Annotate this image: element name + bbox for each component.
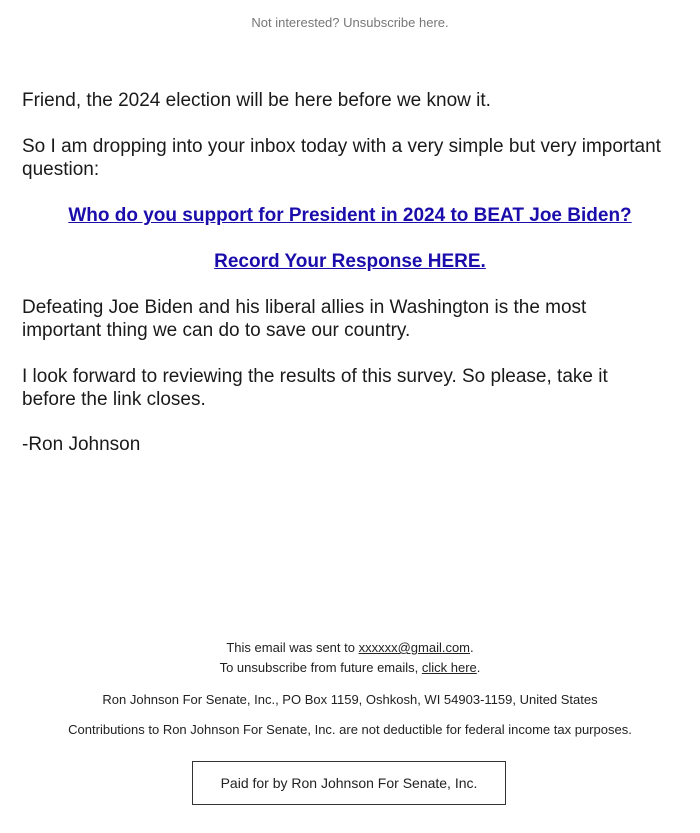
unsubscribe-suffix: . (476, 660, 481, 675)
paid-for-disclaimer-box: Paid for by Ron Johnson For Senate, Inc. (192, 761, 506, 805)
signature: -Ron Johnson (22, 434, 141, 455)
sent-to-prefix: This email was sent to (226, 640, 359, 655)
tax-disclaimer: Contributions to Ron Johnson For Senate, Inc. are not deductible for federal income tax purposes. (68, 722, 632, 737)
defeat-paragraph: Defeating Joe Biden and his liberal allies in Washington is the most important thing we can do to save our country. (22, 297, 587, 341)
greeting-paragraph: Friend, the 2024 election will be here before we know it. (22, 90, 491, 111)
record-response-link[interactable]: Record Your Response HERE. (214, 251, 486, 272)
intro-paragraph: So I am dropping into your inbox today with a very simple but very important question: (22, 136, 661, 180)
survey-question-link[interactable]: Who do you support for President in 2024 to BEAT Joe Biden? (68, 205, 632, 226)
sent-to-line (0, 639, 700, 657)
survey-paragraph: I look forward to reviewing the results of this survey. So please, take it before the link closes. (22, 366, 608, 410)
unsubscribe-line (0, 659, 700, 677)
sent-to-suffix: . (470, 640, 474, 655)
unsubscribe-prefix: To unsubscribe from future emails, (219, 660, 422, 675)
mailing-address: Ron Johnson For Senate, Inc., PO Box 1159, Oshkosh, WI 54903-1159, United States (102, 692, 598, 707)
email-address-link[interactable]: xxxxxx@gmail.com (358, 640, 471, 655)
footer-unsubscribe-link[interactable]: click here (421, 660, 477, 675)
top-unsubscribe-link[interactable]: Not interested? Unsubscribe here. (251, 15, 449, 30)
